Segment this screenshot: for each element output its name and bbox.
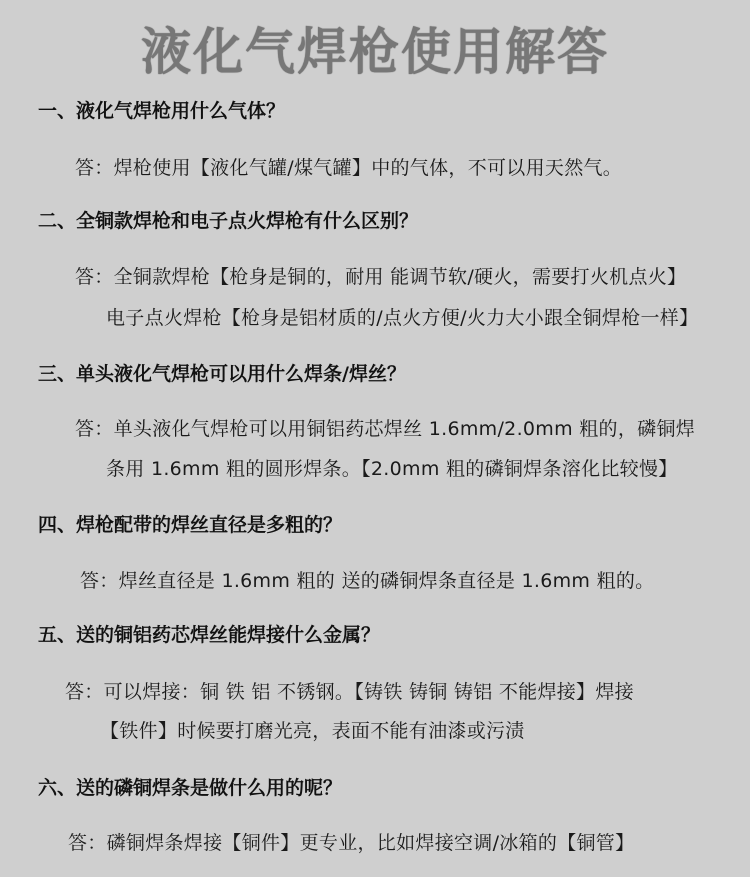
answer-3-line-1: 答：单头液化气焊枪可以用铜铝药芯焊丝 1.6mm/2.0mm 粗的，磷铜焊 (75, 418, 696, 440)
question-6: 六、送的磷铜焊条是做什么用的呢？ (38, 777, 343, 799)
question-1: 一、液化气焊枪用什么气体？ (38, 100, 286, 122)
question-4: 四、焊枪配带的焊丝直径是多粗的？ (38, 514, 343, 536)
page-title: 液化气焊枪使用解答 (141, 23, 609, 81)
answer-5-line-1: 答：可以焊接：铜 铁 铝 不锈钢。【铸铁 铸铜 铸铝 不能焊接】焊接 (65, 681, 634, 703)
answer-1-line-1: 答：焊枪使用【液化气罐/煤气罐】中的气体，不可以用天然气。 (75, 157, 623, 179)
question-5: 五、送的铜铝药芯焊丝能焊接什么金属？ (38, 624, 381, 646)
question-2: 二、全铜款焊枪和电子点火焊枪有什么区别？ (38, 210, 419, 232)
answer-4-line-1: 答：焊丝直径是 1.6mm 粗的 送的磷铜焊条直径是 1.6mm 粗的。 (80, 570, 655, 592)
answer-3-line-2: 条用 1.6mm 粗的圆形焊条。【2.0mm 粗的磷铜焊条溶化比较慢】 (106, 458, 678, 480)
answer-2-line-2: 电子点火焊枪【枪身是铝材质的/点火方便/火力大小跟全铜焊枪一样】 (106, 307, 699, 329)
answer-5-line-2: 【铁件】时候要打磨光亮，表面不能有油漆或污渍 (100, 720, 525, 742)
answer-6-line-1: 答：磷铜焊条焊接【铜件】更专业，比如焊接空调/冰箱的【铜管】 (68, 832, 635, 854)
answer-2-line-1: 答：全铜款焊枪【枪身是铜的，耐用 能调节软/硬火，需要打火机点火】 (75, 266, 687, 288)
question-3: 三、单头液化气焊枪可以用什么焊条/焊丝？ (38, 363, 406, 385)
